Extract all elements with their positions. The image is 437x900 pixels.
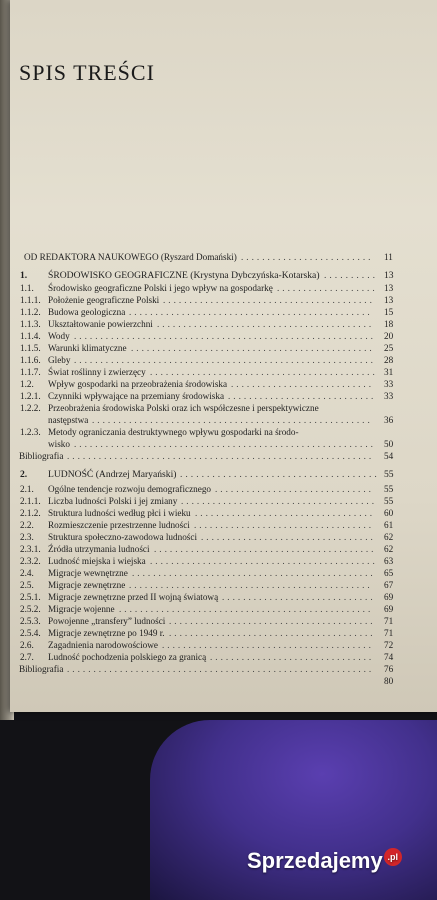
toc-title: Ogólne tendencje rozwoju demograficznego [48, 484, 212, 494]
toc-number: 2. [20, 469, 28, 480]
toc-title: Struktura społeczno-zawodowa ludności [48, 532, 198, 542]
toc-leader-dots: ........................................ [162, 640, 374, 650]
toc-page-number: 11 [384, 252, 393, 262]
toc-title: Zagadnienia narodowościowe [48, 640, 158, 650]
toc-page-number: 13 [384, 270, 394, 281]
toc-row [0, 366, 437, 378]
toc-row [0, 294, 437, 306]
toc-page-number: 15 [384, 307, 394, 317]
toc-row [0, 438, 437, 450]
toc-number: 2.5. [20, 580, 34, 590]
toc-leader-dots: ....................................... [169, 628, 376, 638]
toc-title: Ukształtowanie powierzchni [48, 319, 153, 329]
toc-page-number: 33 [384, 391, 394, 401]
toc-title: OD REDAKTORA NAUKOWEGO (Ryszard Domański) [24, 252, 237, 262]
toc-title: Migracje zewnętrzne przed II wojną światową [48, 592, 219, 602]
toc-row [0, 378, 437, 390]
toc-number: 2.1. [20, 484, 34, 494]
toc-page-number: 72 [384, 640, 394, 650]
toc-number: 1.1. [20, 283, 34, 293]
toc-row [0, 591, 437, 603]
toc-chapter-row [0, 469, 437, 481]
toc-title: Położenie geograficzne Polski [48, 295, 160, 305]
toc-row [0, 495, 437, 507]
toc-page-number: 50 [384, 439, 394, 449]
toc-number: 1.1.5. [20, 343, 41, 353]
toc-leader-dots: .................................. [195, 508, 376, 518]
toc-leader-dots: ......................................................... [74, 439, 376, 449]
toc-number: 2.3.2. [20, 556, 41, 566]
toc-title: Źródła utrzymania ludności [48, 544, 150, 554]
toc-row [0, 306, 437, 318]
toc-title: następstwa [48, 415, 89, 425]
toc-title: Migracje wewnętrzne [48, 568, 128, 578]
toc-number: 1.1.6. [20, 355, 41, 365]
toc-row [0, 579, 437, 591]
toc-leader-dots: .......................................................... [67, 451, 375, 461]
toc-number: 2.5.3. [20, 616, 41, 626]
toc-row [0, 543, 437, 555]
toc-title: Powojenne „transfery” ludności [48, 616, 166, 626]
toc-row [0, 519, 437, 531]
toc-row [0, 507, 437, 519]
toc-row [0, 603, 437, 615]
toc-page-number: 55 [384, 496, 394, 506]
toc-page-number: 31 [384, 367, 394, 377]
toc-title: Ludność miejska i wiejska [48, 556, 146, 566]
toc-title: Rozmieszczenie przestrzenne ludności [48, 520, 190, 530]
toc-row [0, 414, 437, 426]
toc-page-number: 62 [384, 544, 394, 554]
toc-row [0, 663, 437, 675]
toc-row [0, 354, 437, 366]
toc-number: 1.2.3. [20, 427, 41, 437]
toc-row [0, 567, 437, 579]
toc-title: Budowa geologiczna [48, 307, 126, 317]
toc-row [0, 627, 437, 639]
toc-title: Metody ograniczania destruktywnego wpływu gospodarki na środo- [48, 427, 299, 437]
toc-leader-dots: ........................................... [150, 556, 378, 566]
toc-row [0, 426, 437, 438]
toc-leader-dots: ................... [277, 283, 378, 293]
toc-leader-dots: ....................................... [169, 616, 376, 626]
toc-leader-dots: .................................. [194, 520, 375, 530]
toc-page-number: 67 [384, 580, 394, 590]
toc-page-number: 54 [384, 451, 394, 461]
toc-number: 2.2. [20, 520, 34, 530]
toc-number: 1.2.1. [20, 391, 41, 401]
toc-row [0, 342, 437, 354]
toc-title: ŚRODOWISKO GEOGRAFICZNE (Krystyna Dybczyńska-Kotarska) [48, 270, 320, 281]
toc-row [0, 555, 437, 567]
toc-number: 1.2. [20, 379, 34, 389]
toc-page-number: 33 [384, 379, 394, 389]
toc-page-number: 69 [384, 592, 394, 602]
toc-title: Bibliografia [19, 664, 64, 674]
toc-title: Czynniki wpływające na przemiany środowiska [48, 391, 225, 401]
toc-number: 2.5.4. [20, 628, 41, 638]
toc-page-number: 20 [384, 331, 394, 341]
toc-number: 2.7. [20, 652, 34, 662]
toc-leader-dots: ............................... [210, 652, 375, 662]
toc-title: Wpływ gospodarki na przeobrażenia środowiska [48, 379, 228, 389]
toc-row [0, 675, 437, 687]
toc-leader-dots: ......................................................... [74, 331, 376, 341]
toc-row [0, 251, 437, 263]
toc-leader-dots: .............................................. [129, 307, 373, 317]
toc-leader-dots: .............................................. [131, 343, 375, 353]
toc-chapter-row [0, 270, 437, 282]
toc-number: 2.6. [20, 640, 34, 650]
toc-leader-dots: .......................................... [154, 544, 377, 554]
toc-number: 1.1.3. [20, 319, 41, 329]
toc-number: 1. [20, 270, 28, 281]
page-title: SPIS TREŚCI [19, 60, 155, 85]
toc-row [0, 390, 437, 402]
toc-title: Gleby [48, 355, 71, 365]
toc-title: Struktura ludności według płci i wieku [48, 508, 191, 518]
toc-page-number: 61 [384, 520, 394, 530]
toc-number: 2.1.1. [20, 496, 41, 506]
toc-title: Bibliografia [19, 451, 64, 461]
toc-title: Przeobrażenia środowiska Polski oraz ich współczesne i perspektywiczne [48, 403, 319, 413]
toc-page-number: 18 [384, 319, 394, 329]
toc-page-number: 63 [384, 556, 394, 566]
toc-number: 1.2.2. [20, 403, 41, 413]
toc-title: wisko [48, 439, 70, 449]
toc-number: 1.1.4. [20, 331, 41, 341]
toc-page-number: 13 [384, 295, 394, 305]
toc-page-number: 69 [384, 604, 394, 614]
toc-page-number: 25 [384, 343, 394, 353]
toc-row [0, 639, 437, 651]
toc-number: 2.5.1. [20, 592, 41, 602]
toc-leader-dots: ......................... [241, 252, 374, 262]
toc-title: Środowisko geograficzne Polski i jego wpływ na gospodarkę [48, 283, 273, 293]
toc-leader-dots: ........................... [231, 379, 375, 389]
toc-leader-dots: ........................................... [150, 367, 378, 377]
toc-page-number: 13 [384, 283, 394, 293]
toc-title: Świat roślinny i zwierzęcy [48, 367, 146, 377]
toc-leader-dots: .............................................. [132, 568, 376, 578]
toc-page-number: 74 [384, 652, 394, 662]
toc-leader-dots: ................................. [201, 532, 376, 542]
toc-leader-dots: ..................................... [180, 469, 380, 480]
toc-title: Ludność pochodzenia polskiego za granicą [48, 652, 207, 662]
toc-number: 2.4. [20, 568, 34, 578]
toc-title: Migracje zewnętrzne po 1949 r. [48, 628, 165, 638]
toc-row [0, 651, 437, 663]
toc-leader-dots: .......... [324, 270, 378, 281]
toc-leader-dots: .............................................. [129, 580, 373, 590]
toc-number: 2.3. [20, 532, 34, 542]
toc-leader-dots: ..................................................... [92, 415, 373, 425]
toc-row [0, 450, 437, 462]
watermark-text: Sprzedajemy [247, 848, 383, 873]
toc-leader-dots: ............................ [228, 391, 377, 401]
toc-row [0, 318, 437, 330]
toc-row [0, 615, 437, 627]
toc-number: 2.5.2. [20, 604, 41, 614]
toc-leader-dots: ............................. [222, 592, 376, 602]
toc-page-number: 36 [384, 415, 394, 425]
toc-number: 2.3.1. [20, 544, 41, 554]
toc-page-number: 55 [384, 484, 394, 494]
toc-row [0, 330, 437, 342]
toc-row [0, 282, 437, 294]
watermark-badge: .pl [384, 848, 402, 866]
toc-leader-dots: ..................................... [181, 496, 377, 506]
toc-leader-dots: ......................................... [157, 319, 375, 329]
toc-page-number: 28 [384, 355, 394, 365]
toc-title: LUDNOŚĆ (Andrzej Maryański) [48, 469, 177, 480]
toc-page-number: 65 [384, 568, 394, 578]
toc-page-number: 76 [384, 664, 394, 674]
toc-title: Liczba ludności Polski i jej zmiany [48, 496, 178, 506]
toc-leader-dots: ................................................ [119, 604, 374, 614]
toc-page-number: 71 [384, 628, 394, 638]
toc-title: Migracje zewnętrzne [48, 580, 126, 590]
toc-title: Wody [48, 331, 70, 341]
toc-leader-dots: .............................. [215, 484, 374, 494]
toc-page-number: 71 [384, 616, 394, 626]
toc-leader-dots: .......................................................... [67, 664, 375, 674]
toc-number: 2.1.2. [20, 508, 41, 518]
toc-page-number: 62 [384, 532, 394, 542]
toc-title: Warunki klimatyczne [48, 343, 127, 353]
toc-title: Migracje wojenne [48, 604, 115, 614]
toc-number: 1.1.7. [20, 367, 41, 377]
toc-number: 1.1.1. [20, 295, 41, 305]
toc-page-number: 80 [384, 676, 394, 686]
toc-leader-dots: ......................................................... [74, 355, 376, 365]
toc-row [0, 531, 437, 543]
toc-page-number: 55 [384, 469, 394, 480]
toc-row [0, 483, 437, 495]
toc-number: 1.1.2. [20, 307, 41, 317]
toc-leader-dots: ........................................ [163, 295, 375, 305]
toc-page-number: 60 [384, 508, 394, 518]
sprzedajemy-watermark [247, 848, 402, 874]
toc-row [0, 402, 437, 414]
